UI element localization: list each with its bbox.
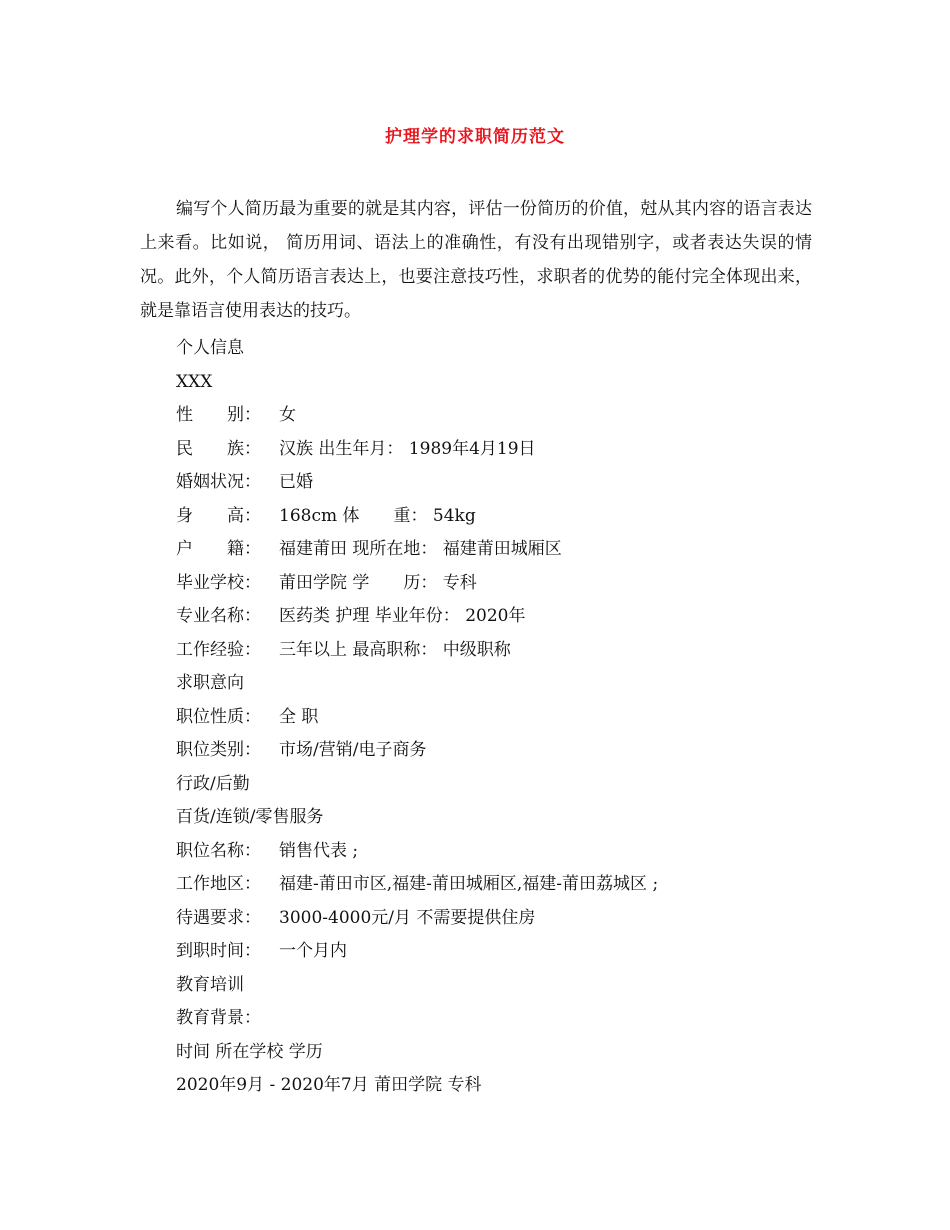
major-row [176, 600, 816, 634]
job-category-3: 百货/连锁/零售服务 [176, 807, 324, 827]
work-area-value: 福建-莆田市区,福建-莆田城厢区,福建-莆田荔城区 ; [279, 874, 659, 894]
start-time-value: 一个月内 [279, 941, 347, 961]
major-value: 医药类 护理 毕业年份： 2020年 [279, 606, 526, 626]
ethnicity-label: 民 族： [176, 438, 261, 459]
work-area-row [176, 868, 816, 902]
hukou-label: 户 籍： [176, 539, 261, 559]
height-value: 168cm 体 重： 54kg [279, 505, 476, 526]
school-value: 莆田学院 学 历： 专科 [279, 572, 477, 593]
job-title-label: 职位名称： [176, 840, 261, 861]
job-category-label: 职位类别： [176, 740, 261, 760]
start-time-label: 到职时间： [176, 941, 261, 961]
section-intent-heading: 求职意向 [176, 673, 244, 693]
job-nature-value: 全 职 [279, 706, 319, 727]
gender-label: 性 别： [176, 405, 261, 425]
height-label: 身 高： [176, 505, 261, 526]
applicant-name: XXX [176, 371, 213, 392]
salary-value: 3000-4000元/月 不需要提供住房 [279, 907, 536, 928]
job-nature-row [176, 701, 816, 735]
marital-value: 已婚 [279, 472, 313, 492]
hukou-value: 福建莆田 现所在地： 福建莆田城厢区 [279, 539, 562, 559]
gender-value: 女 [279, 405, 296, 425]
experience-row [176, 634, 816, 668]
salary-label: 待遇要求： [176, 907, 261, 928]
education-table-header: 时间 所在学校 学历 [176, 1041, 323, 1062]
gender-row [176, 399, 816, 433]
salary-row [176, 902, 816, 936]
ethnicity-row [176, 433, 816, 467]
marital-label: 婚姻状况： [176, 472, 261, 492]
resume-body [176, 332, 816, 1103]
school-row [176, 567, 816, 601]
experience-value: 三年以上 最高职称： 中级职称 [279, 639, 511, 660]
start-time-row [176, 935, 816, 969]
document-title: 护理学的求职简历范文 [385, 127, 565, 147]
work-area-label: 工作地区： [176, 874, 261, 894]
section-personal-heading: 个人信息 [176, 338, 244, 358]
job-nature-label: 职位性质： [176, 706, 261, 727]
marital-row [176, 466, 816, 500]
hukou-row [176, 533, 816, 567]
job-category-value: 市场/营销/电子商务 [279, 740, 427, 760]
height-row [176, 500, 816, 534]
ethnicity-value: 汉族 出生年月： 1989年4月19日 [279, 438, 536, 459]
job-title-value: 销售代表 ; [279, 840, 359, 861]
job-category-row [176, 734, 816, 768]
experience-label: 工作经验： [176, 639, 261, 660]
job-title-row [176, 835, 816, 869]
job-category-2: 行政/后勤 [176, 773, 250, 794]
education-background-label: 教育背景： [176, 1008, 261, 1028]
education-row: 2020年9月 - 2020年7月 莆田学院 专科 [176, 1075, 482, 1095]
major-label: 专业名称： [176, 606, 261, 626]
school-label: 毕业学校： [176, 572, 261, 593]
intro-paragraph: 编写个人简历最为重要的就是其内容，评估一份简历的价值，尅从其内容的语言表达上来看。比如说， 简历用词、语法上的准确性，有没有出现错别字，或者表达失误的情况。此外，个人简历语言表达上，也要注意技巧性，求职者的优势的能付完全体现出来，就是靠语言使用表达的技巧。 [140, 199, 812, 321]
section-education-heading: 教育培训 [176, 974, 244, 995]
